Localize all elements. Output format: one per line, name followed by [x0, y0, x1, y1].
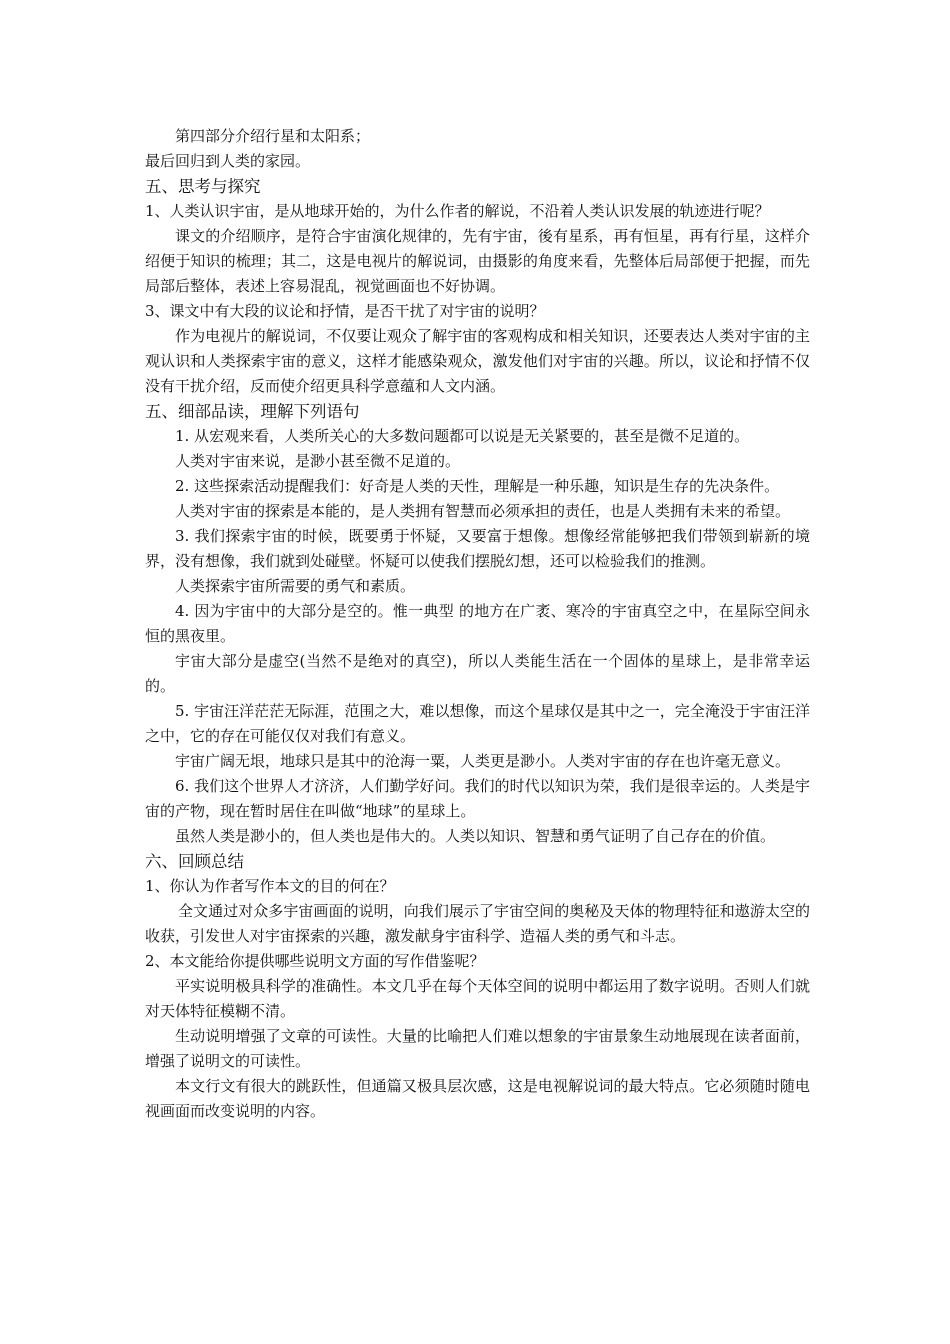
section-heading: 五、细部品读，理解下列语句 — [145, 402, 360, 421]
quote-paragraph: 5. 宇宙汪洋茫茫无际涯，范围之大，难以想像，而这个星球仅是其中之一，完全淹没于宇宙汪洋之中，它的存在可能仅仅对我们有意义。 — [145, 702, 810, 745]
question-line: 1、你认为作者写作本文的目的何在？ — [145, 877, 395, 895]
explanation-paragraph: 人类探索宇宙所需要的勇气和素质。 — [175, 577, 416, 595]
quote-paragraph: 1. 从宏观来看，人类所关心的大多数问题都可以说是无关紧要的，甚至是微不足道的。 — [175, 427, 750, 445]
quote-paragraph: 4. 因为宇宙中的大部分是空的。惟一典型 的地方在广袤、寒冷的宇宙真空之中，在星际空间永恒的黑夜里。 — [145, 602, 810, 645]
explanation-paragraph: 人类对宇宙的探索是本能的，是人类拥有智慧而必须承担的责任，也是人类拥有未来的希望。 — [175, 502, 791, 520]
answer-paragraph: 生动说明增强了文章的可读性。大量的比喻把人们难以想象的宇宙景象生动地展现在读者面前，增强了说明文的可读性。 — [145, 1027, 810, 1070]
question-line: 2、本文能给你提供哪些说明文方面的写作借鉴呢？ — [145, 952, 485, 970]
quote-paragraph: 2. 这些探索活动提醒我们：好奇是人类的天性，理解是一种乐趣，知识是生存的先决条件。 — [175, 477, 780, 495]
text-line: 最后回归到人类的家园。 — [145, 152, 311, 170]
explanation-paragraph: 宇宙大部分是虚空(当然不是绝对的真空)，所以人类能生活在一个固体的星球上，是非常幸运的。 — [145, 652, 810, 695]
section-heading: 六、回顾总结 — [145, 852, 244, 871]
answer-paragraph: 本文行文有很大的跳跃性，但通篇又极具层次感，这是电视解说词的最大特点。它必须随时随电视画面而改变说明的内容。 — [145, 1077, 810, 1120]
explanation-paragraph: 宇宙广阔无垠，地球只是其中的沧海一粟，人类更是渺小。人类对宇宙的存在也许毫无意义。 — [175, 752, 791, 770]
answer-paragraph: 全文通过对众多宇宙画面的说明，向我们展示了宇宙空间的奥秘及天体的物理特征和遨游太空的收获，引发世人对宇宙探索的兴趣，激发献身宇宙科学、造福人类的勇气和斗志。 — [145, 902, 810, 945]
section-heading: 五、思考与探究 — [145, 177, 261, 196]
quote-paragraph: 3. 我们探索宇宙的时候，既要勇于怀疑，又要富于想像。想像经常能够把我们带领到崭新的境界，没有想像，我们就到处碰壁。怀疑可以使我们摆脱幻想，还可以检验我们的推测。 — [145, 527, 810, 570]
answer-paragraph: 课文的介绍顺序，是符合宇宙演化规律的，先有宇宙，後有星系，再有恒星，再有行星，这样介绍便于知识的梳理；其二，这是电视片的解说词，由摄影的角度来看，先整体后局部便于把握，而先局部后整体，表述上容易混乱，视觉画面也不好协调。 — [145, 227, 810, 295]
quote-paragraph: 6. 我们这个世界人才济济，人们勤学好问。我们的时代以知识为荣，我们是很幸运的。人类是宇宙的产物，现在暂时居住在叫做“地球”的星球上。 — [145, 777, 810, 820]
question-line: 3、课文中有大段的议论和抒情，是否干扰了对宇宙的说明？ — [145, 302, 545, 320]
explanation-paragraph: 人类对宇宙来说，是渺小甚至微不足道的。 — [175, 452, 461, 470]
document-body — [145, 124, 810, 1124]
answer-paragraph: 平实说明极具科学的准确性。本文几乎在每个天体空间的说明中都运用了数字说明。否则人们就对天体特征模糊不清。 — [145, 977, 810, 1020]
answer-paragraph: 作为电视片的解说词，不仅要让观众了解宇宙的客观构成和相关知识，还要表达人类对宇宙的主观认识和人类探索宇宙的意义，这样才能感染观众，激发他们对宇宙的兴趣。所以，议论和抒情不仅没有干扰介绍，反而使介绍更具科学意蕴和人文内涵。 — [145, 327, 810, 395]
question-line: 1、人类认识宇宙，是从地球开始的，为什么作者的解说，不沿着人类认识发展的轨迹进行呢？ — [145, 202, 770, 220]
text-line: 第四部分介绍行星和太阳系； — [175, 127, 371, 145]
explanation-paragraph: 虽然人类是渺小的，但人类也是伟大的。人类以知识、智慧和勇气证明了自己存在的价值。 — [175, 827, 776, 845]
